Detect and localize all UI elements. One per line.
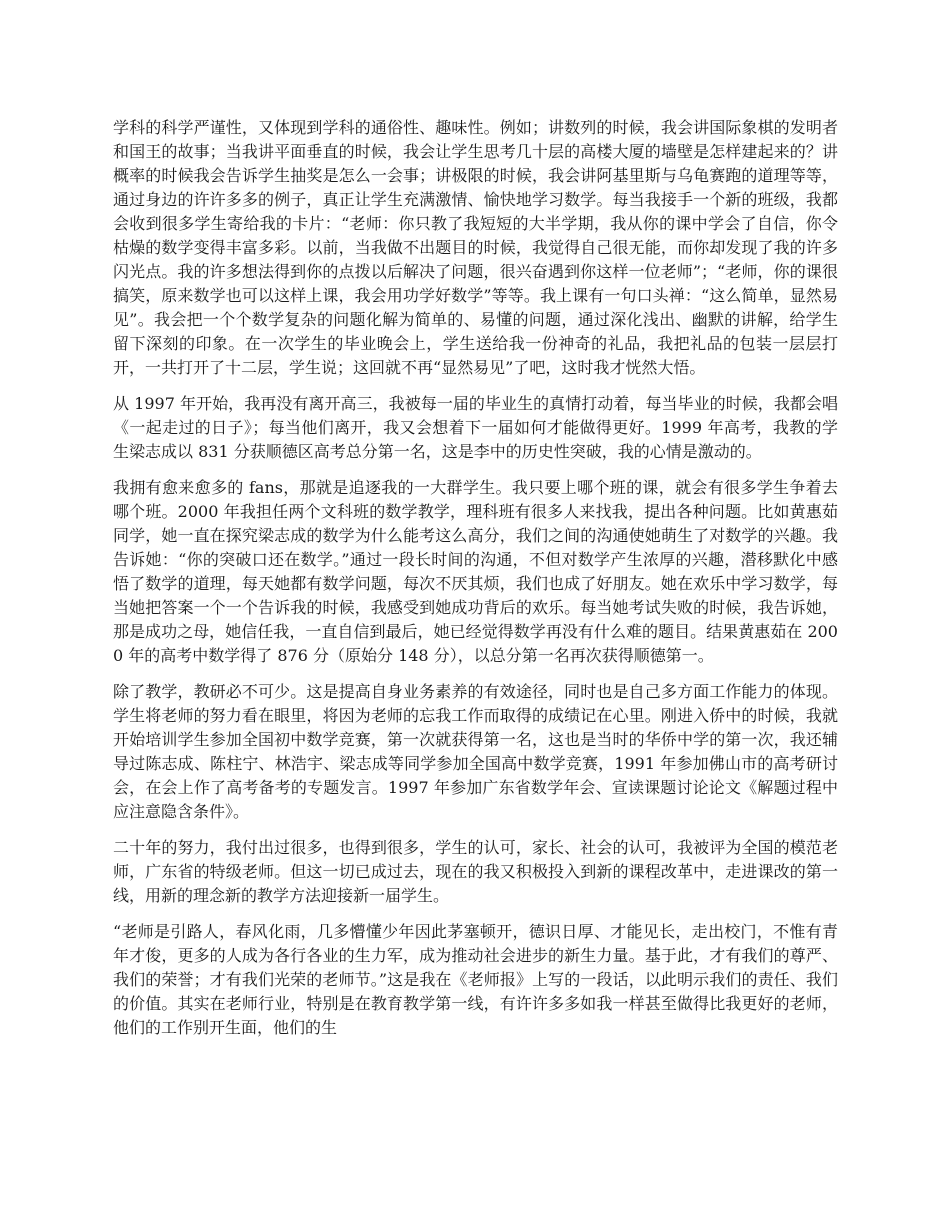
paragraph-research: 除了教学，教研必不可少。这是提高自身业务素养的有效途径，同时也是自己多方面工作能力的体现。学生将老师的努力看在眼里，将因为老师的忘我工作而取得的成绩记在心里。刚进入侨中的时候，我就开始培训学生参加全国初中数学竞赛，第一次就获得第一名，这也是当时的华侨中学的第一次，我还辅导过陈志成、陈柱宁、林浩宇、梁志成等同学参加全国高中数学竞赛，1991 年参加佛山市的高考研讨会，在会上作了高考备考的专题发言。1997 年参加广东省数学年会、宣读课题讨论论文《解题过程中应注意隐含条件》。 <box>113 682 838 821</box>
paragraph-teaching-style: 学科的科学严谨性，又体现到学科的通俗性、趣味性。例如；讲数列的时候，我会讲国际象棋的发明者和国王的故事；当我讲平面垂直的时候，我会让学生思考几十层的高楼大厦的墙壁是怎样建起来的？讲概率的时候我会告诉学生抽奖是怎么一会事；讲极限的时候，我会讲阿基里斯与乌龟赛跑的道理等等，通过身边的许许多多的例子，真正让学生充满激情、愉快地学习数学。每当我接手一个新的班级，我都会收到很多学生寄给我的卡片：“老师：你只教了我短短的大半学期，我从你的课中学会了自信，你令枯燥的数学变得丰富多彩。以前，当我做不出题目的时候，我觉得自己很无能，而你却发现了我的许多闪光点。我的许多想法得到你的点拨以后解决了问题，很兴奋遇到你这样一位老师”；“老师，你的课很搞笑，原来数学也可以这样上课，我会用功学好数学”等等。我上课有一句口头禅：“这么简单，显然易见”。我会把一个个数学复杂的问题化解为简单的、易懂的问题，通过深化浅出、幽默的讲解，给学生留下深刻的印象。在一次学生的毕业晚会上，学生送给我一份神奇的礼品，我把礼品的包装一层层打开，一共打开了十二层，学生说；这回就不再“显然易见”了吧，这时我才恍然大悟。 <box>113 118 838 377</box>
paragraph-twenty-years: 二十年的努力，我付出过很多，也得到很多，学生的认可，家长、社会的认可，我被评为全国的模范老师，广东省的特级老师。但这一切已成过去，现在的我又积极投入到新的课程改革中，走进课改的第一线，用新的理念新的教学方法迎接新一届学生。 <box>113 838 838 905</box>
document-body <box>113 116 838 1052</box>
paragraph-teacher-quote: “老师是引路人，春风化雨，几多懵懂少年因此茅塞顿开，德识日厚、才能见长，走出校门，不惟有青年才俊，更多的人成为各行各业的生力军，成为推动社会进步的新生力量。基于此，才有我们的尊严、我们的荣誉；才有我们光荣的老师节。”这是我在《老师报》上写的一段话，以此明示我们的责任、我们的价值。其实在老师行业，特别是在教育教学第一线，有许许多多如我一样甚至做得比我更好的老师，他们的工作别开生面，他们的生 <box>113 922 838 1037</box>
paragraph-senior-three: 从 1997 年开始，我再没有离开高三，我被每一届的毕业生的真情打动着，每当毕业的时候，我都会唱《一起走过的日子》；每当他们离开，我又会想着下一届如何才能做得更好。1999 年高考，我教的学生梁志成以 831 分获顺德区高考总分第一名，这是李中的历史性突破，我的心情是激动的。 <box>113 394 838 461</box>
paragraph-fans: 我拥有愈来愈多的 fans，那就是追逐我的一大群学生。我只要上哪个班的课，就会有很多学生争着去哪个班。2000 年我担任两个文科班的数学教学，理科班有很多人来找我，提出各种问题。比如黄惠茹同学，她一直在探究梁志成的数学为什么能考这么高分，我们之间的沟通使她萌生了对数学的兴趣。我告诉她：“你的突破口还在数学。”通过一段长时间的沟通，不但对数学产生浓厚的兴趣，潜移默化中感悟了数学的道理，每天她都有数学问题，每次不厌其烦，我们也成了好朋友。她在欢乐中学习数学，每当她把答案一个一个告诉我的时候，我感受到她成功背后的欢乐。每当她考试失败的时候，我告诉她，那是成功之母，她信任我，一直自信到最后，她已经觉得数学再没有什么难的题目。结果黄惠茹在 2000 年的高考中数学得了 876 分（原始分 148 分），以总分第一名再次获得顺德第一。 <box>113 478 838 665</box>
